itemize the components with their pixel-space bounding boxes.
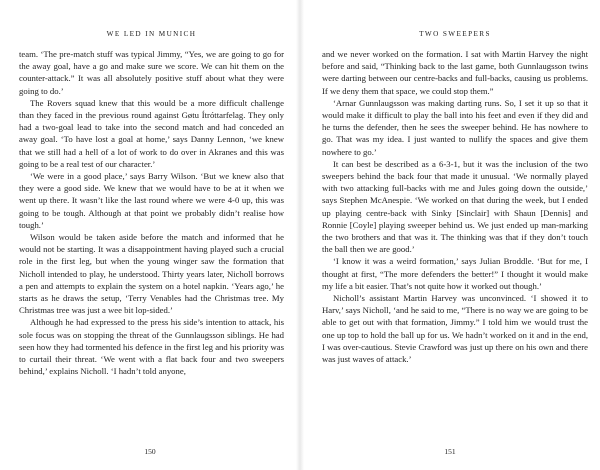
paragraph: Nicholl’s assistant Martin Harvey was unconvinced. ‘I showed it to Harv,’ says Nicholl, ‘and he said to me, “There is no way we are going to be able to get out with that formation, Jimmy.” I told him we would trust the one up top to hold the ball up for us. We hadn’t worked on it and in the end, I was over-cautious. Stevie Crawford was just up there on his own and there was just waves of attack.’ xyxy=(322,293,588,365)
paragraph: team. ‘The pre-match stuff was typical Jimmy, “Yes, we are going to go for the away goal, have a go and make sure we score. We can hit them on the counter-attack.” It was all absolutely positive stuff about what they were going to do.’ xyxy=(19,49,284,96)
paragraph: The Rovers squad knew that this would be a more difficult challenge than they faced in the previous round against Gøtu Ítróttarfelag. They only had a two-goal lead to take into the second match and had conceded an away goal. ‘To have lost a goal at home,’ says Danny Lennon, ‘we knew that we still had a hell of a lot of work to do over in Akranes and this was going to be a real test of our character.’ xyxy=(19,97,284,169)
paragraph: and we never worked on the formation. I sat with Martin Harvey the night before and said, “Thinking back to the last game, both Gunnlaugsson twins were darting between our centre-backs and full-backs, causing us problems. If we deny them that space, we could stop them.” xyxy=(322,49,588,96)
paragraph: ‘We were in a good place,’ says Barry Wilson. ‘But we knew also that they were a good side. We knew that we would have to be at it when we went up there. It wasn’t like the last round where we were 4-0 up, this was going to be tough. Although at that point we probably didn’t realise how tough.’ xyxy=(19,171,284,230)
left-running-head: WE LED IN MUNICH xyxy=(106,30,197,38)
paragraph: ‘Arnar Gunnlaugsson was making darting runs. So, I set it up so that it would make it difficult to play the ball into his feet and even if they did and he turns the defender, then he sees the sweeper behind. He has nowhere to go. That was my idea. I just wanted to nullify the spaces and give them nowhere to go.’ xyxy=(322,97,588,157)
paragraph: Although he had expressed to the press his side’s intention to attack, his sole focus was on stopping the threat of the Gunnlaugsson siblings. He had seen how they had tormented his defence in the first leg and his priority was to curtail their threat. ‘We went with a flat back four and two sweepers behind,’ explains Nicholl. ‘I hadn’t told anyone, xyxy=(19,317,284,377)
right-page-text xyxy=(322,48,588,365)
right-page xyxy=(300,0,600,470)
left-page-text xyxy=(19,48,284,377)
right-page-number: 151 xyxy=(444,447,456,456)
paragraph: Wilson would be taken aside before the match and informed that he would not be starting. It was a disappointment having played such a crucial role in the first leg, but when the young winger saw the formation that Nicholl intended to play, he understood. Thirty years later, Nicholl borrows a pen and attempts to explain the system on a hotel napkin. ‘Years ago,’ he starts as he draws the setup, ‘Terry Venables had the Christmas tree. My Christmas tree was just a wee bit lop-sided.’ xyxy=(19,232,284,316)
paragraph: It can best be described as a 6-3-1, but it was the inclusion of the two sweepers behind the back four that made it unusual. ‘We normally played with two attacking full-backs with me and Jules going down the outside,’ says Stephen McAnespie. ‘We worked on that during the week, but I ended up playing centre-back with Sinky [Sinclair] with Shaun [Dennis] and Ronnie [Coyle] playing sweeper behind us. We just ended up man-marking the two brothers and that was it. The thinking was that if they don’t touch the ball then we are good.’ xyxy=(322,158,588,255)
paragraph: ‘I know it was a weird formation,’ says Julian Broddle. ‘But for me, I thought at first, “The more defenders the better!” I thought it would make my life a bit easier. That’s not quite how it worked out though.’ xyxy=(322,256,588,291)
left-page-number: 150 xyxy=(144,447,156,456)
right-running-head: TWO SWEEPERS xyxy=(419,30,491,38)
